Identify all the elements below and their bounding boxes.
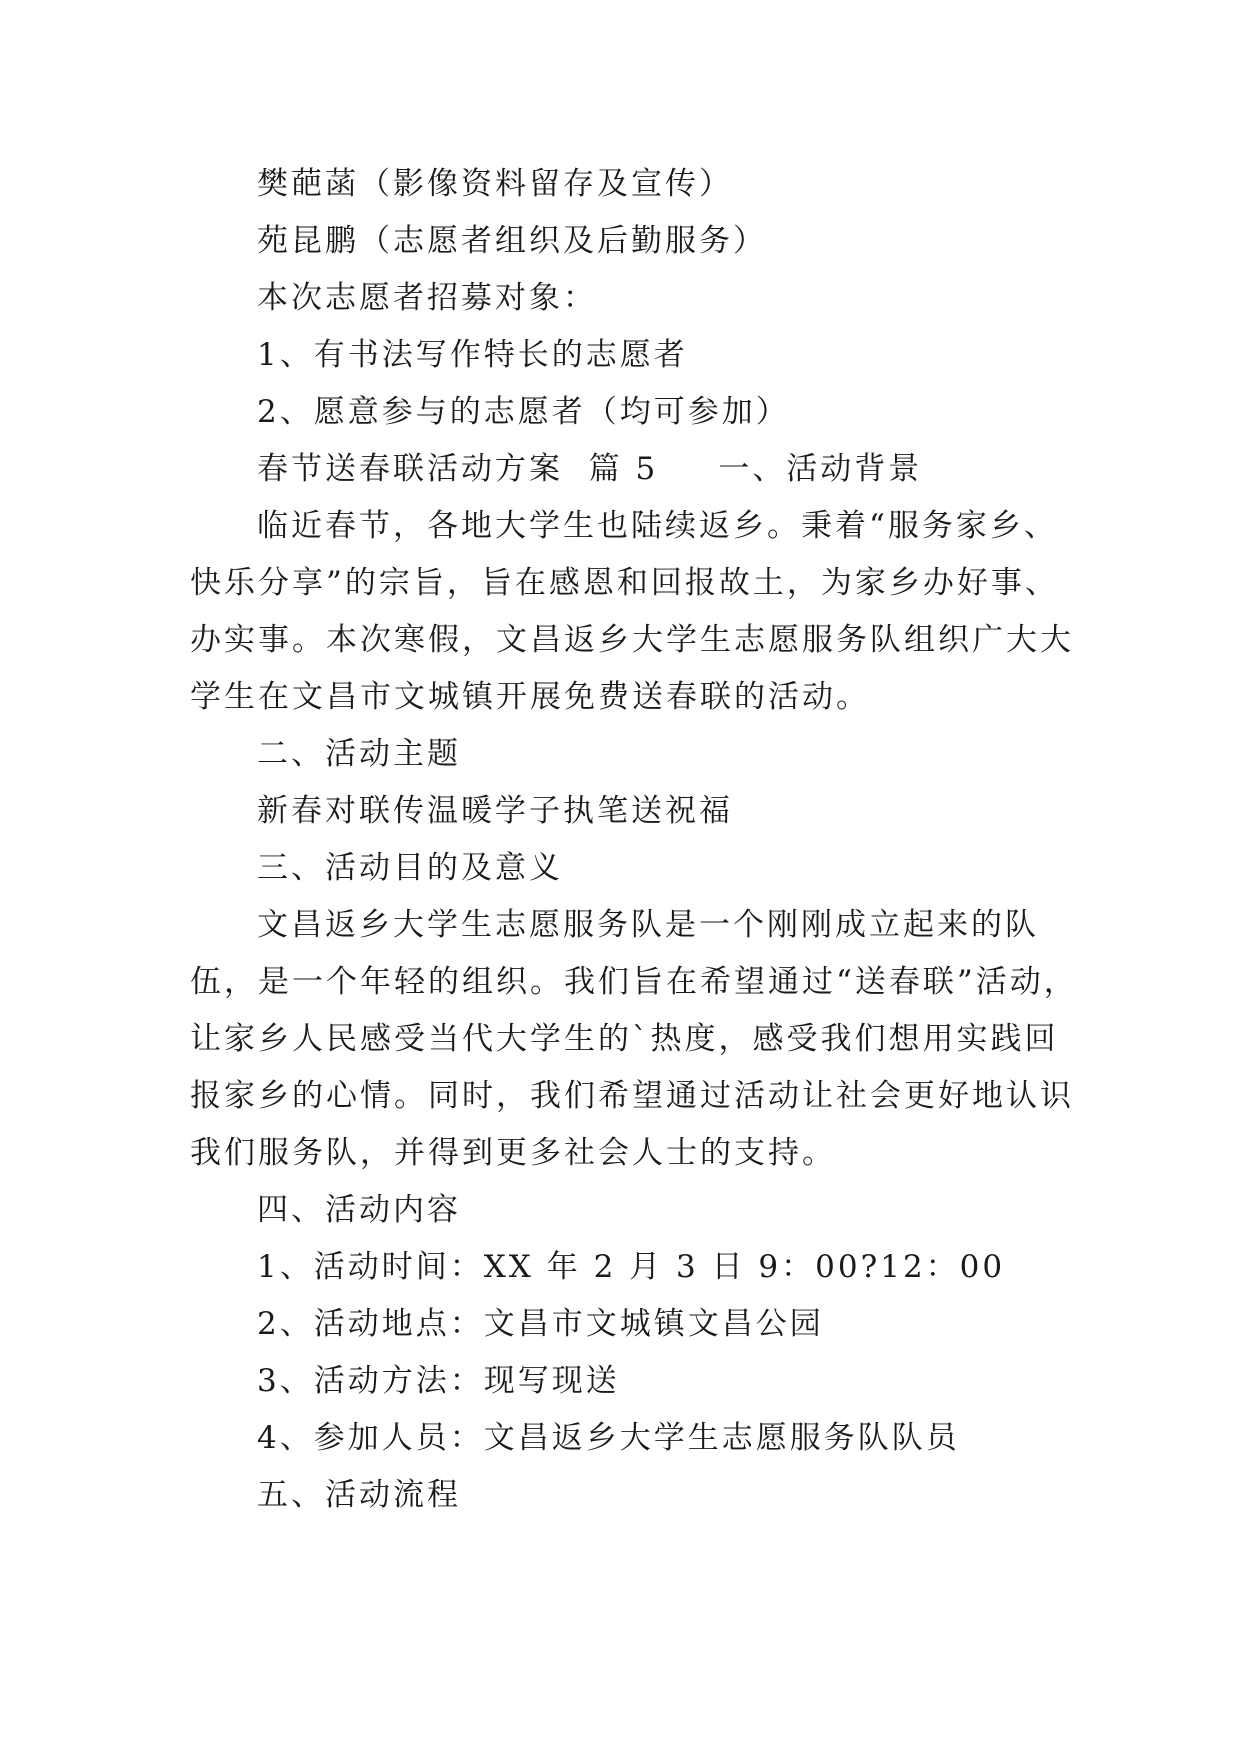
section-heading: 四、活动内容 bbox=[257, 1192, 461, 1228]
paragraph-line: 报家乡的心情。同时，我们希望通过活动让社会更好地认识 bbox=[190, 1078, 1074, 1114]
section-heading: 三、活动目的及意义 bbox=[257, 850, 563, 886]
list-item: 1、活动时间：XX 年 2 月 3 日 9：00?12：00 bbox=[257, 1249, 1006, 1285]
theme-text: 新春对联传温暖学子执笔送祝福 bbox=[257, 793, 733, 829]
list-item: 2、愿意参与的志愿者（均可参加） bbox=[257, 394, 790, 430]
paragraph-line: 临近春节，各地大学生也陆续返乡。秉着“服务家乡、 bbox=[257, 508, 1058, 544]
section-heading: 二、活动主题 bbox=[257, 736, 461, 772]
section-title-row bbox=[257, 449, 922, 489]
section-title: 春节送春联活动方案 篇 5 bbox=[257, 451, 659, 487]
paragraph-line: 快乐分享”的宗旨，旨在感恩和回报故土，为家乡办好事、 bbox=[190, 565, 1059, 601]
section-heading: 一、活动背景 bbox=[718, 451, 923, 487]
list-item: 4、参加人员：文昌返乡大学生志愿服务队队员 bbox=[257, 1420, 960, 1456]
list-item: 1、有书法写作特长的志愿者 bbox=[257, 337, 688, 373]
list-item: 3、活动方法：现写现送 bbox=[257, 1363, 620, 1399]
section-heading: 五、活动流程 bbox=[257, 1477, 461, 1513]
paragraph-line: 文昌返乡大学生志愿服务队是一个刚刚成立起来的队 bbox=[257, 907, 1039, 943]
paragraph-line: 学生在文昌市文城镇开展免费送春联的活动。 bbox=[190, 679, 870, 715]
paragraph-line: 办实事。本次寒假，文昌返乡大学生志愿服务队组织广大大 bbox=[190, 622, 1074, 658]
text-line: 本次志愿者招募对象： bbox=[257, 280, 597, 316]
paragraph-line: 让家乡人民感受当代大学生的`热度，感受我们想用实践回 bbox=[190, 1021, 1059, 1057]
text-line: 苑昆鹏（志愿者组织及后勤服务） bbox=[257, 223, 767, 259]
paragraph-line: 我们服务队，并得到更多社会人士的支持。 bbox=[190, 1135, 836, 1171]
paragraph-line: 伍，是一个年轻的组织。我们旨在希望通过“送春联”活动， bbox=[190, 964, 1078, 1000]
text-line: 樊葩菡（影像资料留存及宣传） bbox=[257, 166, 733, 202]
list-item: 2、活动地点：文昌市文城镇文昌公园 bbox=[257, 1306, 824, 1342]
